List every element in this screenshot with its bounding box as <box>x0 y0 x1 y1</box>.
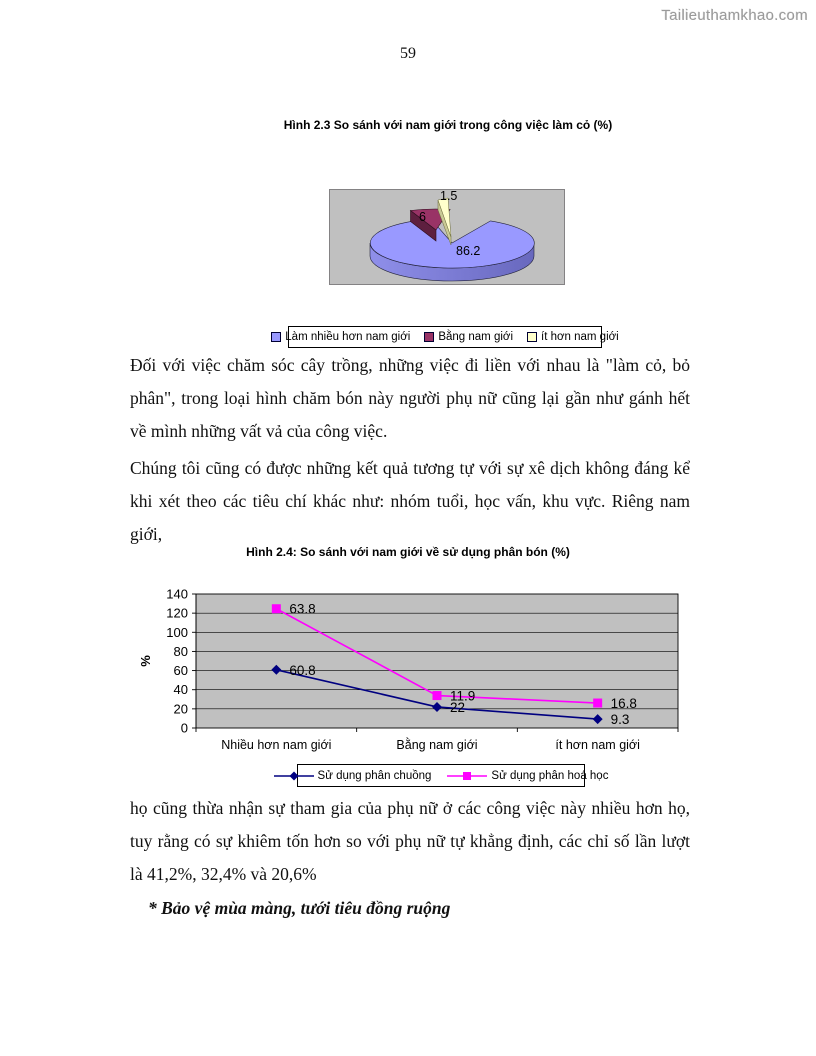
y-tick-label: 60 <box>173 663 188 679</box>
paragraph-1: Đối với việc chăm sóc cây trồng, những việc đi liền với nhau là "làm cỏ, bỏ phân", trong loại hình chăm bón này người phụ nữ cũng lại gần như gánh hết về mình những vất vả của công việc. <box>130 355 690 441</box>
line-legend-item-2 <box>447 770 608 782</box>
pie-label-1-5: 1.5 <box>440 190 458 203</box>
pie-label-86-2: 86.2 <box>456 244 481 258</box>
y-tick-label: 40 <box>173 682 188 698</box>
section-star-heading: * Bảo vệ mùa màng, tưới tiêu đồng ruộng <box>148 898 451 918</box>
line-square-marker-icon <box>447 771 487 781</box>
page-number: 59 <box>400 45 416 62</box>
legend-swatch-periwinkle <box>271 332 281 342</box>
y-tick-label: 140 <box>166 586 188 602</box>
line-chart <box>134 582 690 762</box>
data-label: 16.8 <box>610 696 637 712</box>
pie-legend-label-1: Làm nhiều hơn nam giới <box>285 331 411 343</box>
pie-chart-panel <box>329 189 565 285</box>
data-label: 11.9 <box>450 688 476 704</box>
watermark: Tailieuthamkhao.com <box>661 7 808 24</box>
y-tick-label: 100 <box>166 624 188 640</box>
line-legend-label-2: Sử dụng phân hoá học <box>491 769 609 782</box>
pie-legend-label-3: ít hơn nam giới <box>541 331 619 343</box>
pie-legend <box>285 326 619 348</box>
square-marker-icon <box>272 604 281 613</box>
pie-legend-item-2 <box>424 331 513 343</box>
square-marker-icon <box>433 691 442 700</box>
line-legend-label-1: Sử dụng phân chuồng <box>317 769 432 782</box>
y-tick-label: 80 <box>173 643 188 659</box>
line-diamond-marker-icon <box>274 771 314 781</box>
legend-swatch-maroon <box>424 332 434 342</box>
data-label: 60.8 <box>289 662 316 678</box>
pie-chart <box>330 190 564 284</box>
pie-label-6: 6 <box>419 210 426 224</box>
legend-swatch-cream <box>527 332 537 342</box>
data-label: 22 <box>450 699 466 715</box>
line-chart-container <box>134 582 690 767</box>
figure-2-4-title: Hình 2.4: So sánh với nam giới về sử dụng phân bón (%) <box>246 545 570 559</box>
line-legend <box>297 764 609 787</box>
paragraph-3: họ cũng thừa nhận sự tham gia của phụ nữ ở các công việc này nhiều hơn họ, tuy rằng có sự khiêm tốn hơn so với phụ nữ tự khẳng định, các chỉ số lần lượt là 41,2%, 32,4% và 20,6% <box>130 798 690 884</box>
data-label: 63.8 <box>289 601 316 617</box>
pie-slice-main <box>370 219 534 268</box>
y-tick-label: 20 <box>173 701 188 717</box>
x-category-label: ít hơn nam giới <box>555 738 640 752</box>
pie-legend-label-2: Bằng nam giới <box>438 331 513 343</box>
pie-legend-item-3 <box>527 331 619 343</box>
x-category-label: Nhiều hơn nam giới <box>221 738 332 752</box>
y-tick-label: 120 <box>166 605 188 621</box>
pie-legend-item-1 <box>271 331 410 343</box>
data-label: 9.3 <box>610 712 630 728</box>
figure-2-3-title: Hình 2.3 So sánh với nam giới trong công việc làm cỏ (%) <box>283 118 613 132</box>
y-axis-title: % <box>138 655 153 667</box>
line-legend-item-1 <box>274 770 432 782</box>
x-category-label: Bằng nam giới <box>396 738 478 752</box>
y-tick-label: 0 <box>180 720 188 736</box>
square-marker-icon <box>593 699 602 708</box>
paragraph-2: Chúng tôi cũng có được những kết quả tương tự với sự xê dịch không đáng kể khi xét theo các tiêu chí khác như: nhóm tuổi, học vấn, khu vực. Riêng nam giới, <box>130 458 690 544</box>
